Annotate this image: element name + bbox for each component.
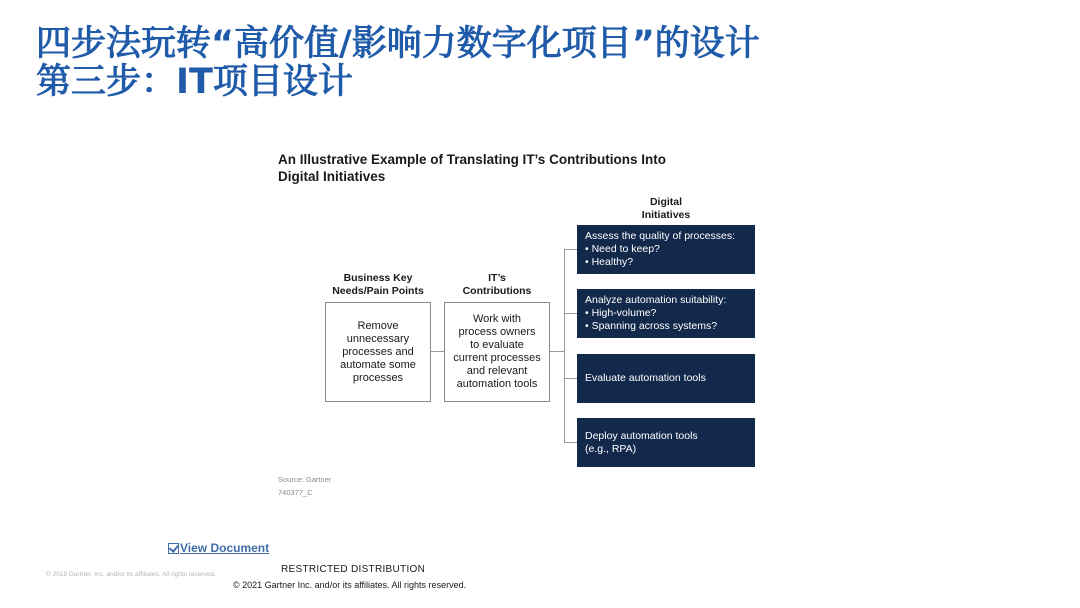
digital-initiatives-header (606, 196, 726, 222)
initiative-box-deploy (577, 418, 755, 467)
business-needs-box (325, 302, 431, 402)
initiative-line: (e.g., RPA) (585, 442, 637, 455)
box-line: processes and (342, 345, 414, 358)
business-needs-header (318, 272, 438, 298)
box-line: current processes (453, 352, 541, 364)
header-line: Business Key (343, 272, 413, 284)
slide-title-line1: 四步法玩转“高价值/影响力数字化项目”的设计 (36, 24, 760, 64)
initiative-line: • Healthy? (585, 256, 634, 268)
slide-title-line2: 第三步：IT项目设计 (36, 62, 353, 102)
figure-source: Source: Gartner (278, 475, 332, 484)
connector-business-it (431, 351, 444, 352)
header-line: Digital (649, 196, 683, 208)
initiative-box-evaluate (577, 354, 755, 403)
it-contributions-header (437, 272, 557, 298)
figure-title-line: An Illustrative Example of Translating IT’s Contributions Into (278, 152, 667, 167)
box-line: automation tools (456, 378, 538, 390)
initiative-line: • Spanning across systems? (585, 320, 718, 332)
figure-title (278, 151, 708, 185)
box-line: to evaluate (470, 339, 524, 351)
header-line: Contributions (462, 285, 532, 297)
it-contributions-box (444, 302, 550, 402)
box-line: processes (352, 371, 404, 384)
copyright-2018: © 2018 Gartner, Inc. and/or its affiliates. All rights reserved. (46, 571, 216, 578)
box-line: Remove (357, 319, 399, 332)
initiative-line: Evaluate automation tools (585, 372, 706, 384)
header-line: IT’s (488, 272, 506, 284)
initiative-line: Assess the quality of processes: (585, 230, 735, 242)
box-line: Work with (472, 313, 522, 325)
checkbox-icon (168, 543, 179, 554)
connector-it-trunk (550, 351, 564, 352)
box-line: process owners (458, 326, 536, 338)
box-line: unnecessary (346, 332, 410, 345)
box-line: and relevant (466, 365, 528, 377)
initiative-line: • Need to keep? (585, 243, 660, 255)
header-line: Initiatives (641, 209, 691, 221)
connector-branch-1 (564, 249, 577, 250)
initiative-box-assess (577, 225, 755, 274)
connector-branch-2 (564, 313, 577, 314)
restricted-distribution: RESTRICTED DISTRIBUTION (281, 564, 426, 575)
view-document-label: View Document (180, 541, 270, 555)
initiative-line: Deploy automation tools (585, 429, 698, 442)
copyright-2021: © 2021 Gartner Inc. and/or its affiliates. All rights reserved. (233, 580, 467, 590)
figure-id: 740377_C (278, 488, 313, 497)
view-document-link[interactable] (168, 541, 269, 555)
connector-branch-3 (564, 378, 577, 379)
connector-vertical-trunk (564, 249, 565, 443)
initiative-line: • High-volume? (585, 307, 657, 319)
box-line: automate some (340, 358, 416, 371)
connector-branch-4 (564, 442, 577, 443)
initiative-box-analyze (577, 289, 755, 338)
initiative-line: Analyze automation suitability: (585, 294, 727, 306)
header-line: Needs/Pain Points (332, 285, 424, 297)
figure-title-line: Digital Initiatives (278, 169, 386, 184)
